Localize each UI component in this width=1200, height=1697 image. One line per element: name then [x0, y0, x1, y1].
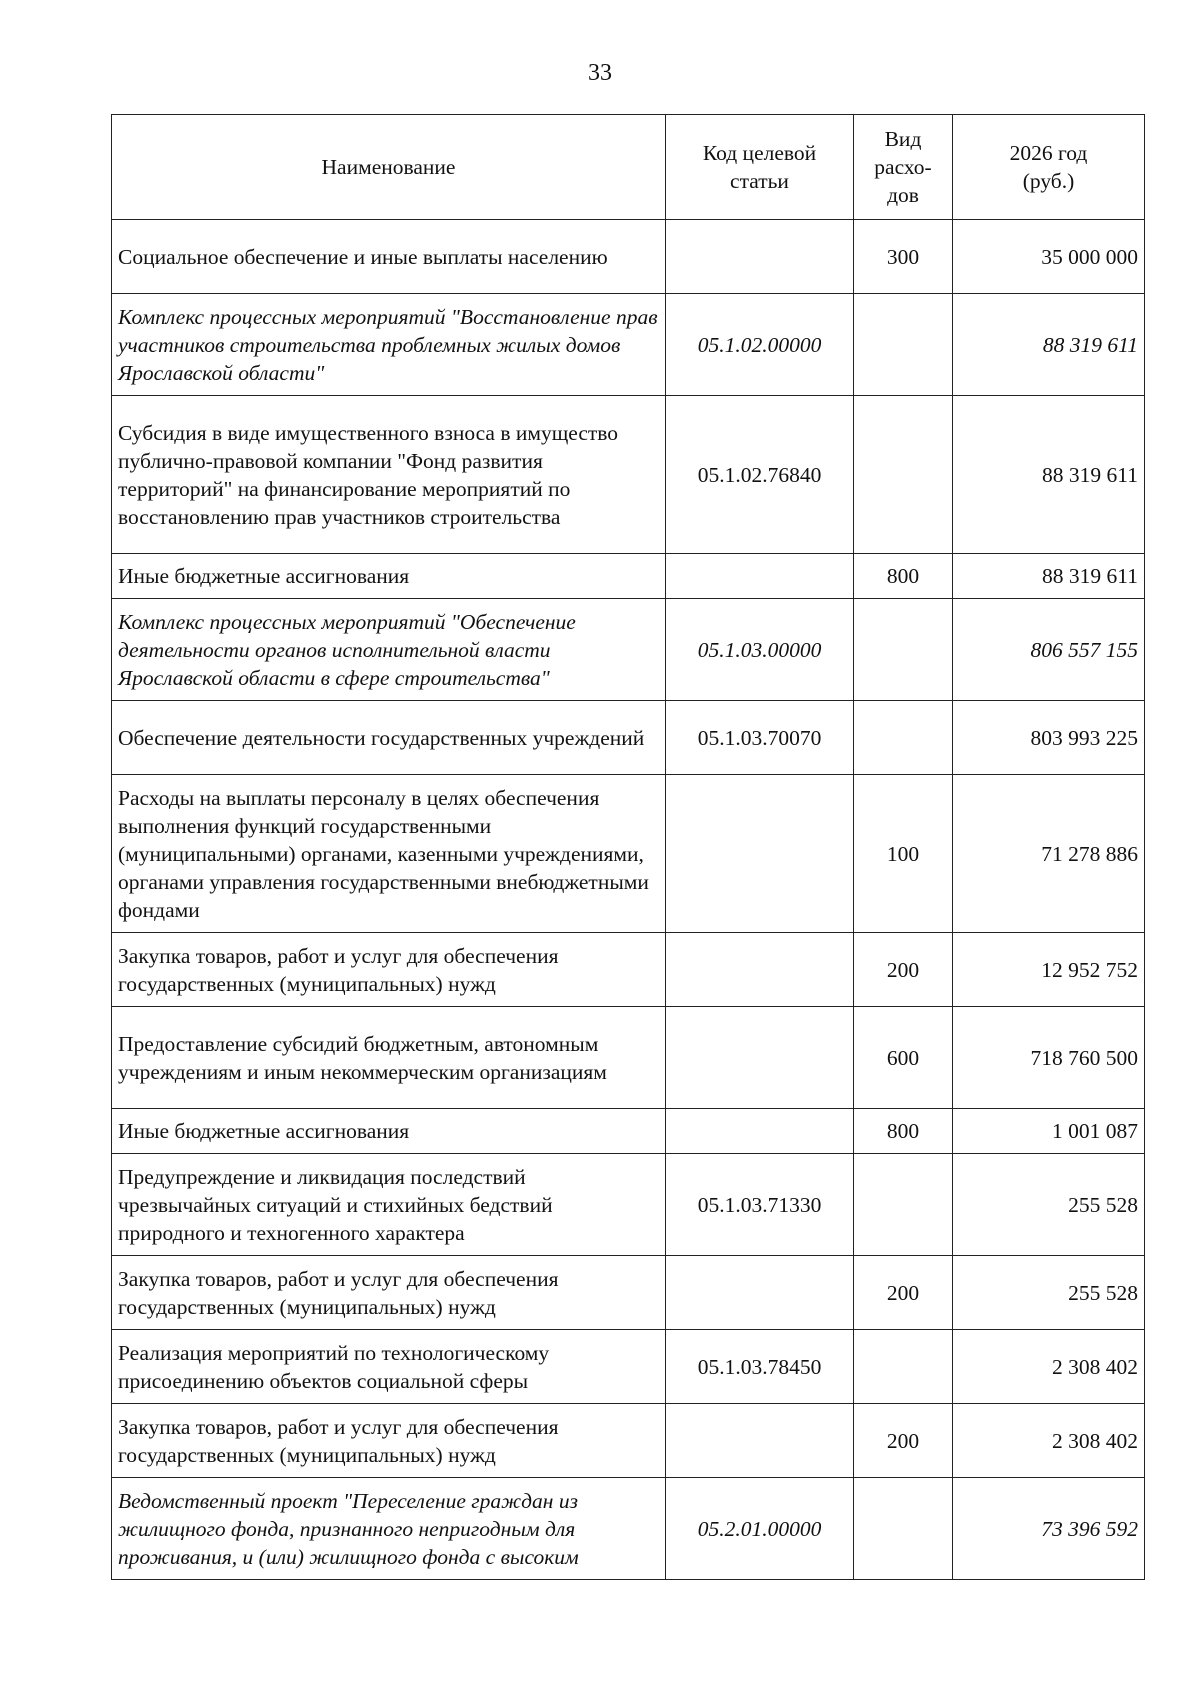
table-row [112, 1256, 1145, 1330]
page-number: 33 [588, 60, 612, 86]
row-code: 05.1.02.00000 [666, 294, 854, 396]
table-row [112, 599, 1145, 701]
row-type: 600 [854, 1007, 953, 1109]
row-sum: 12 952 752 [953, 933, 1145, 1007]
row-code: 05.1.03.70070 [666, 701, 854, 775]
row-code [666, 933, 854, 1007]
row-type [854, 294, 953, 396]
row-name: Социальное обеспечение и иные выплаты населению [112, 220, 666, 294]
table-header-row [112, 115, 1145, 220]
row-sum: 88 319 611 [953, 396, 1145, 554]
table-row [112, 294, 1145, 396]
header-code: Код целевой статьи [666, 115, 854, 220]
row-sum: 88 319 611 [953, 554, 1145, 599]
row-name: Комплекс процессных мероприятий "Восстановление прав участников строительства проблемных жилых домов Ярославской области" [112, 294, 666, 396]
table-row [112, 1154, 1145, 1256]
row-name: Ведомственный проект "Переселение граждан из жилищного фонда, признанного непригодным для проживания, и (или) жилищного фонда с высоким [112, 1478, 666, 1580]
table-row [112, 1007, 1145, 1109]
row-code [666, 554, 854, 599]
row-code [666, 1109, 854, 1154]
row-name: Субсидия в виде имущественного взноса в имущество публично-правовой компании "Фонд развития территорий" на финансирование мероприятий по восстановлению прав участников строительства [112, 396, 666, 554]
table-row [112, 933, 1145, 1007]
table-row [112, 775, 1145, 933]
row-type: 300 [854, 220, 953, 294]
row-sum: 88 319 611 [953, 294, 1145, 396]
row-code [666, 1404, 854, 1478]
table-row [112, 220, 1145, 294]
row-type: 200 [854, 933, 953, 1007]
row-type [854, 1478, 953, 1580]
row-name: Закупка товаров, работ и услуг для обеспечения государственных (муниципальных) нужд [112, 933, 666, 1007]
row-code [666, 775, 854, 933]
row-name: Комплекс процессных мероприятий "Обеспечение деятельности органов исполнительной власти Ярославской области в сфере строительства" [112, 599, 666, 701]
row-sum: 2 308 402 [953, 1330, 1145, 1404]
row-sum: 1 001 087 [953, 1109, 1145, 1154]
row-code [666, 220, 854, 294]
table-row [112, 554, 1145, 599]
row-name: Расходы на выплаты персоналу в целях обеспечения выполнения функций государственными (муниципальными) органами, казенными учреждениями, органами управления государственными внебюджетными фондами [112, 775, 666, 933]
table-row [112, 1478, 1145, 1580]
table-row [112, 1109, 1145, 1154]
row-code: 05.1.02.76840 [666, 396, 854, 554]
row-sum: 806 557 155 [953, 599, 1145, 701]
row-code: 05.1.03.00000 [666, 599, 854, 701]
table-row [112, 701, 1145, 775]
row-type: 100 [854, 775, 953, 933]
header-name: Наименование [112, 115, 666, 220]
table-row [112, 1404, 1145, 1478]
row-name: Предупреждение и ликвидация последствий чрезвычайных ситуаций и стихийных бедствий природного и техногенного характера [112, 1154, 666, 1256]
row-type [854, 1154, 953, 1256]
table-row [112, 1330, 1145, 1404]
row-type: 800 [854, 554, 953, 599]
row-sum: 73 396 592 [953, 1478, 1145, 1580]
row-sum: 35 000 000 [953, 220, 1145, 294]
row-type: 200 [854, 1404, 953, 1478]
header-sum: 2026 год (руб.) [953, 115, 1145, 220]
row-sum: 803 993 225 [953, 701, 1145, 775]
row-code: 05.1.03.71330 [666, 1154, 854, 1256]
row-sum: 255 528 [953, 1154, 1145, 1256]
row-code: 05.2.01.00000 [666, 1478, 854, 1580]
row-sum: 71 278 886 [953, 775, 1145, 933]
row-sum: 255 528 [953, 1256, 1145, 1330]
row-name: Обеспечение деятельности государственных учреждений [112, 701, 666, 775]
row-sum: 2 308 402 [953, 1404, 1145, 1478]
row-code [666, 1007, 854, 1109]
row-type [854, 1330, 953, 1404]
row-type: 800 [854, 1109, 953, 1154]
row-name: Предоставление субсидий бюджетным, автономным учреждениям и иным некоммерческим организациям [112, 1007, 666, 1109]
row-name: Реализация мероприятий по технологическому присоединению объектов социальной сферы [112, 1330, 666, 1404]
row-type [854, 396, 953, 554]
row-name: Закупка товаров, работ и услуг для обеспечения государственных (муниципальных) нужд [112, 1256, 666, 1330]
budget-table [111, 114, 1145, 1580]
header-type: Вид расхо-дов [854, 115, 953, 220]
row-type: 200 [854, 1256, 953, 1330]
row-type [854, 599, 953, 701]
row-type [854, 701, 953, 775]
row-sum: 718 760 500 [953, 1007, 1145, 1109]
row-name: Закупка товаров, работ и услуг для обеспечения государственных (муниципальных) нужд [112, 1404, 666, 1478]
row-name: Иные бюджетные ассигнования [112, 1109, 666, 1154]
row-name: Иные бюджетные ассигнования [112, 554, 666, 599]
row-code [666, 1256, 854, 1330]
table-row [112, 396, 1145, 554]
row-code: 05.1.03.78450 [666, 1330, 854, 1404]
